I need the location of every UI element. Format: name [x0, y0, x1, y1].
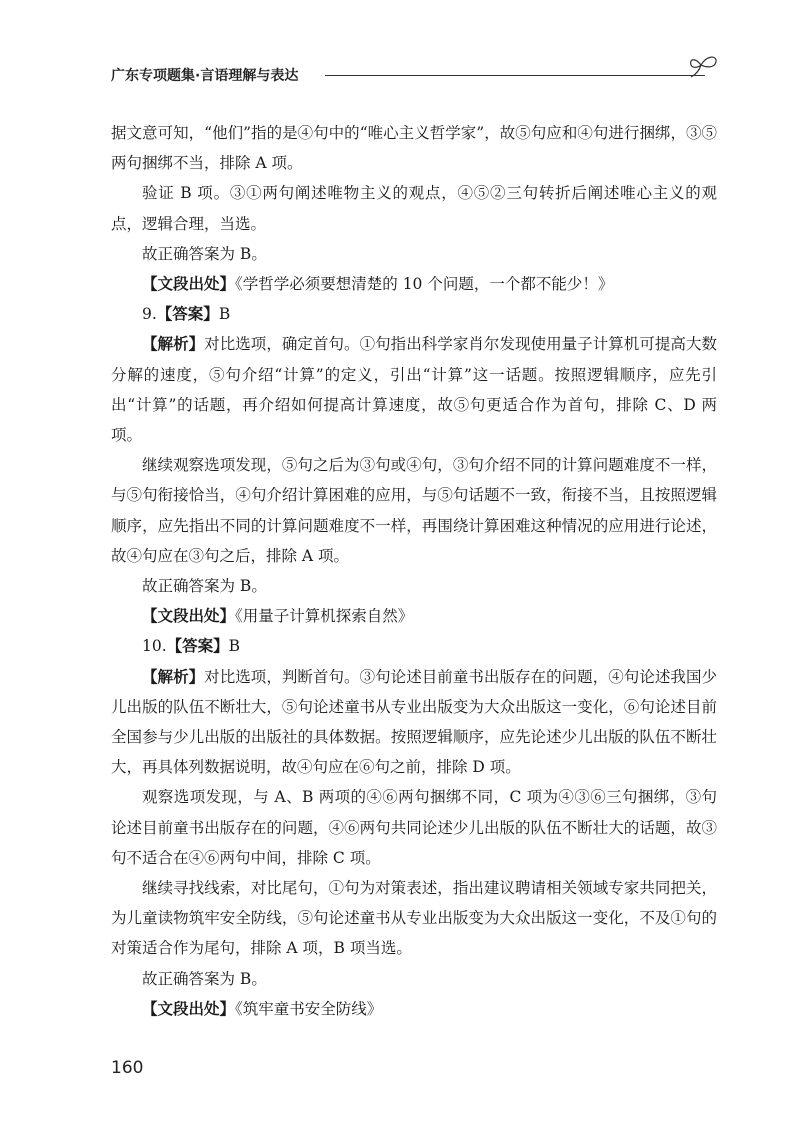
source-tag: 【文段出处】: [142, 607, 236, 626]
paragraph-text: 对比选项，判断首句。③句论述目前童书出版存在的问题，④句论述我国少儿出版的队伍不断壮大，⑤句论述童书从专业出版变为大众出版这一变化，⑥句论述目前全国参与少儿出版的出版社的具体数据。按照逻辑顺序，应先论述少儿出版的队伍不断壮大，再具体列数据说明，故④句应在⑥句之前，排除 D 项。: [111, 667, 717, 777]
analysis-tag: 【解析】: [142, 667, 205, 686]
paragraph: [111, 782, 717, 873]
paragraph-text: 继续观察选项发现，⑤句之后为③句或④句，③句介绍不同的计算问题难度不一样，与⑤句衔接恰当，④句介绍计算困难的应用，与⑤句话题不一致，衔接不当，且按照逻辑顺序，应先指出不同的计算问题难度不一样，再围绕计算困难这种情况的应用进行论述，故④句应在③句之后，排除 A 项。: [111, 456, 717, 565]
answer-value: B: [218, 305, 231, 324]
paragraph-text: 观察选项发现，与 A、B 两项的④⑥两句捆绑不同，C 项为④③⑥三句捆绑，③句论述目前童书出版存在的问题，④⑥两句共同论述少儿出版的队伍不断壮大的话题，故③句不适合在④⑥两句中间，排除 C 项。: [111, 788, 717, 867]
answer-tag: 【答案】: [166, 637, 229, 656]
paragraph-text: 对比选项，确定首句。①句指出科学家肖尔发现使用量子计算机可提高大数分解的速度，⑤句介绍“计算”的定义，引出“计算”这一话题。按照逻辑顺序，应先引出“计算”的话题，再介绍如何提高计算速度，故⑤句更适合作为首句，排除 C、D 两项。: [111, 335, 717, 445]
answer-line: [111, 631, 717, 661]
paragraph-text: 《学哲学必须要想清楚的 10 个问题，一个都不能少！》: [235, 275, 614, 294]
paragraph: [111, 269, 717, 299]
answer-value: B: [228, 637, 241, 656]
header-title: 广东专项题集·言语理解与表达: [111, 68, 299, 84]
question-number: 9.: [142, 305, 157, 324]
paragraph-text: 继续寻找线索，对比尾句，①句为对策表述，指出建议聘请相关领域专家共同把关，为儿童读物筑牢安全防线，⑤句论述童书从专业出版变为大众出版这一变化，不及①句的对策适合作为尾句，排除 A 项，B 项当选。: [111, 879, 717, 958]
paragraph-text: 《筑牢童书安全防线》: [235, 999, 383, 1018]
page-header: [111, 55, 721, 85]
question-number: 10.: [142, 637, 167, 656]
paragraph: [111, 571, 717, 601]
paragraph-text: 故正确答案为 B。: [142, 969, 267, 988]
analysis-tag: 【解析】: [142, 335, 205, 354]
paragraph: [111, 118, 717, 178]
paragraph: [111, 178, 717, 238]
answer-tag: 【答案】: [156, 305, 219, 324]
paragraph: [111, 450, 717, 571]
paragraph-text: 《用量子计算机探索自然》: [235, 607, 414, 626]
source-tag: 【文段出处】: [142, 275, 236, 294]
paragraph: [111, 329, 717, 450]
paragraph: [111, 964, 717, 994]
paragraph: [111, 994, 717, 1024]
paragraph: [111, 873, 717, 964]
paragraph: [111, 601, 717, 631]
header-rule: [325, 75, 705, 76]
page-number: 160: [111, 1058, 144, 1078]
paragraph-text: 验证 B 项。③①两句阐述唯物主义的观点，④⑤②三句转折后阐述唯心主义的观点，逻辑合理，当选。: [111, 184, 717, 233]
sprout-icon: [683, 47, 723, 83]
answer-line: [111, 299, 717, 329]
source-tag: 【文段出处】: [142, 999, 236, 1018]
paragraph: [111, 239, 717, 269]
paragraph-text: 故正确答案为 B。: [142, 577, 267, 596]
paragraph-text: 据文意可知，“他们”指的是④句中的“唯心主义哲学家”，故⑤句应和④句进行捆绑，③⑤两句捆绑不当，排除 A 项。: [111, 124, 717, 173]
body-text: [111, 118, 717, 1024]
paragraph: [111, 662, 717, 783]
paragraph-text: 故正确答案为 B。: [142, 244, 267, 263]
